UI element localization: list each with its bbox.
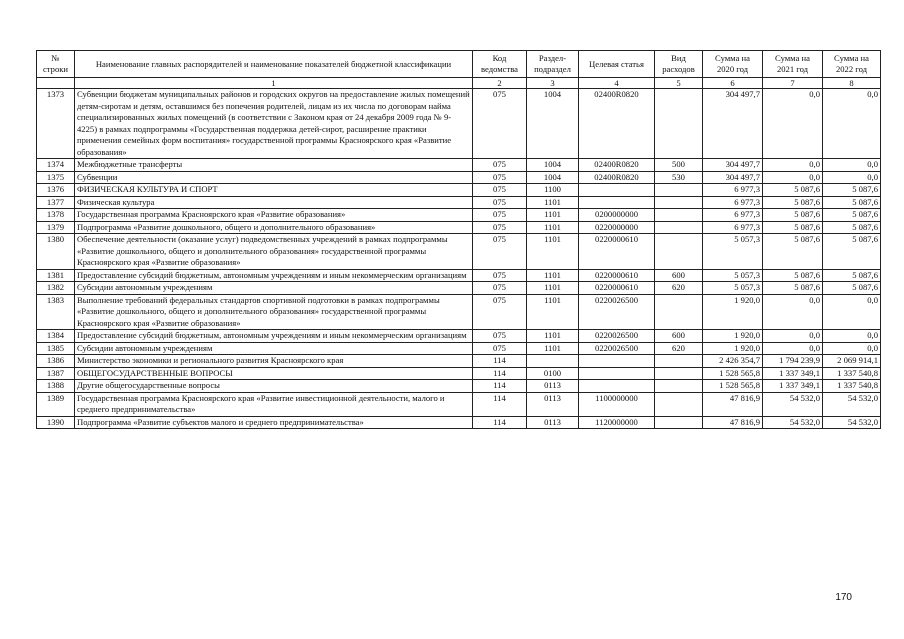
row-sum-2021: 1 337 349,1 <box>763 367 823 380</box>
header-name: Наименование главных распорядителей и наименование показателей бюджетной классификации <box>75 51 473 78</box>
table-row <box>37 416 881 429</box>
row-expense-type <box>655 184 703 197</box>
row-sum-2022: 5 087,6 <box>823 184 881 197</box>
row-sum-2021: 0,0 <box>763 89 823 159</box>
column-number: 8 <box>823 78 881 89</box>
row-dept-code: 075 <box>473 330 527 343</box>
table-row <box>37 196 881 209</box>
table-row <box>37 330 881 343</box>
row-sum-2022: 5 087,6 <box>823 269 881 282</box>
table-row <box>37 269 881 282</box>
row-target-code: 0220000000 <box>579 221 655 234</box>
row-section-code: 1101 <box>527 196 579 209</box>
row-expense-type <box>655 221 703 234</box>
table-row <box>37 159 881 172</box>
row-expense-type <box>655 416 703 429</box>
row-expense-type <box>655 196 703 209</box>
row-section-code: 1004 <box>527 171 579 184</box>
column-number: 5 <box>655 78 703 89</box>
column-number: 2 <box>473 78 527 89</box>
column-number-row <box>37 78 881 89</box>
row-sum-2020: 6 977,3 <box>703 196 763 209</box>
row-sum-2022: 0,0 <box>823 330 881 343</box>
column-number: 4 <box>579 78 655 89</box>
row-target-code: 0200000000 <box>579 209 655 222</box>
header-sum-2022: Сумма на 2022 год <box>823 51 881 78</box>
header-expense-type: Вид расходов <box>655 51 703 78</box>
row-sum-2020: 1 920,0 <box>703 294 763 330</box>
row-sum-2022: 0,0 <box>823 342 881 355</box>
row-section-code: 0100 <box>527 367 579 380</box>
row-section-code: 1101 <box>527 269 579 282</box>
row-expense-type <box>655 367 703 380</box>
row-target-code: 02400R0820 <box>579 171 655 184</box>
row-dept-code: 075 <box>473 234 527 270</box>
row-target-code <box>579 196 655 209</box>
row-section-code: 1101 <box>527 282 579 295</box>
row-number: 1383 <box>37 294 75 330</box>
row-sum-2021: 0,0 <box>763 294 823 330</box>
row-sum-2020: 304 497,7 <box>703 171 763 184</box>
row-expense-type: 600 <box>655 330 703 343</box>
row-dept-code: 075 <box>473 89 527 159</box>
row-dept-code: 075 <box>473 269 527 282</box>
row-number: 1381 <box>37 269 75 282</box>
row-sum-2022: 2 069 914,1 <box>823 355 881 368</box>
row-section-code: 1101 <box>527 330 579 343</box>
row-target-code: 1120000000 <box>579 416 655 429</box>
row-target-code: 0220026500 <box>579 294 655 330</box>
row-sum-2022: 0,0 <box>823 294 881 330</box>
row-sum-2022: 0,0 <box>823 159 881 172</box>
table-row <box>37 392 881 416</box>
row-target-code: 0220000610 <box>579 282 655 295</box>
row-target-code <box>579 367 655 380</box>
row-sum-2022: 5 087,6 <box>823 221 881 234</box>
row-number: 1375 <box>37 171 75 184</box>
row-section-code: 1101 <box>527 342 579 355</box>
row-target-code: 02400R0820 <box>579 159 655 172</box>
row-dept-code: 075 <box>473 159 527 172</box>
row-sum-2020: 5 057,3 <box>703 269 763 282</box>
header-row-no: № строки <box>37 51 75 78</box>
row-number: 1380 <box>37 234 75 270</box>
row-name: Министерство экономики и регионального развития Красноярского края <box>75 355 473 368</box>
row-target-code <box>579 380 655 393</box>
row-number: 1384 <box>37 330 75 343</box>
row-name: ФИЗИЧЕСКАЯ КУЛЬТУРА И СПОРТ <box>75 184 473 197</box>
row-name: Подпрограмма «Развитие субъектов малого и среднего предпринимательства» <box>75 416 473 429</box>
row-sum-2021: 5 087,6 <box>763 209 823 222</box>
row-sum-2021: 0,0 <box>763 159 823 172</box>
row-sum-2020: 6 977,3 <box>703 184 763 197</box>
row-sum-2021: 5 087,6 <box>763 234 823 270</box>
row-dept-code: 075 <box>473 294 527 330</box>
header-target: Целевая статья <box>579 51 655 78</box>
table-body <box>37 89 881 429</box>
table-row <box>37 367 881 380</box>
table-row <box>37 282 881 295</box>
row-dept-code: 114 <box>473 367 527 380</box>
header-sum-2021: Сумма на 2021 год <box>763 51 823 78</box>
row-sum-2021: 5 087,6 <box>763 196 823 209</box>
row-name: Подпрограмма «Развитие дошкольного, общего и дополнительного образования» <box>75 221 473 234</box>
row-sum-2022: 5 087,6 <box>823 282 881 295</box>
row-name: Субвенции бюджетам муниципальных районов и городских округов на предоставление жилых помещений детям-сиротам и детям, оставшимся без попечения родителей, лицам из их числа по договорам найма специализированных жилых помещений (в соответствии с Законом края от 24 декабря 2009 года № 9-4225) в рамках подпрограммы «Государственная поддержка детей-сирот, расширение практики применения семейных форм воспитания» государственной программы Красноярского края «Развитие образования» <box>75 89 473 159</box>
table-row <box>37 294 881 330</box>
row-sum-2022: 54 532,0 <box>823 392 881 416</box>
row-section-code: 1004 <box>527 89 579 159</box>
row-sum-2020: 304 497,7 <box>703 159 763 172</box>
row-sum-2020: 5 057,3 <box>703 282 763 295</box>
row-sum-2020: 5 057,3 <box>703 234 763 270</box>
table-row <box>37 184 881 197</box>
table-row <box>37 380 881 393</box>
row-name: Субвенции <box>75 171 473 184</box>
table-header <box>37 51 881 89</box>
row-name: Другие общегосударственные вопросы <box>75 380 473 393</box>
row-sum-2020: 1 920,0 <box>703 342 763 355</box>
row-dept-code: 114 <box>473 392 527 416</box>
column-number: 1 <box>75 78 473 89</box>
row-number: 1373 <box>37 89 75 159</box>
row-sum-2022: 5 087,6 <box>823 196 881 209</box>
row-section-code: 1100 <box>527 184 579 197</box>
row-sum-2021: 54 532,0 <box>763 416 823 429</box>
column-number: 6 <box>703 78 763 89</box>
row-sum-2020: 1 920,0 <box>703 330 763 343</box>
row-expense-type <box>655 209 703 222</box>
table-row <box>37 221 881 234</box>
row-dept-code: 114 <box>473 380 527 393</box>
table-row <box>37 234 881 270</box>
row-name: Субсидии автономным учреждениям <box>75 282 473 295</box>
row-expense-type <box>655 392 703 416</box>
row-sum-2020: 6 977,3 <box>703 221 763 234</box>
row-sum-2021: 1 794 239,9 <box>763 355 823 368</box>
row-sum-2022: 5 087,6 <box>823 234 881 270</box>
row-name: Предоставление субсидий бюджетным, автономным учреждениям и иным некоммерческим организациям <box>75 330 473 343</box>
row-number: 1387 <box>37 367 75 380</box>
row-number: 1385 <box>37 342 75 355</box>
row-sum-2022: 5 087,6 <box>823 209 881 222</box>
row-dept-code: 075 <box>473 221 527 234</box>
row-number: 1378 <box>37 209 75 222</box>
row-name: Обеспечение деятельности (оказание услуг) подведомственных учреждений в рамках подпрограммы «Развитие дошкольного, общего и дополнительного образования» государственной программы Красноярского края «Развитие образования» <box>75 234 473 270</box>
column-number <box>37 78 75 89</box>
header-section: Раздел- подраздел <box>527 51 579 78</box>
row-sum-2020: 6 977,3 <box>703 209 763 222</box>
column-number: 3 <box>527 78 579 89</box>
row-sum-2021: 5 087,6 <box>763 269 823 282</box>
header-dept: Код ведомства <box>473 51 527 78</box>
column-number: 7 <box>763 78 823 89</box>
row-target-code <box>579 355 655 368</box>
row-sum-2022: 54 532,0 <box>823 416 881 429</box>
row-target-code: 0220026500 <box>579 342 655 355</box>
row-number: 1389 <box>37 392 75 416</box>
row-section-code <box>527 355 579 368</box>
row-target-code: 0220026500 <box>579 330 655 343</box>
row-expense-type <box>655 234 703 270</box>
row-expense-type: 620 <box>655 342 703 355</box>
row-number: 1386 <box>37 355 75 368</box>
row-number: 1376 <box>37 184 75 197</box>
row-expense-type: 500 <box>655 159 703 172</box>
table-row <box>37 89 881 159</box>
row-name: Выполнение требований федеральных стандартов спортивной подготовки в рамках подпрограммы «Развитие дошкольного, общего и дополнительного образования» государственной программы Красноярского края «Развитие образования» <box>75 294 473 330</box>
row-sum-2020: 1 528 565,8 <box>703 367 763 380</box>
table-row <box>37 171 881 184</box>
row-target-code <box>579 184 655 197</box>
row-dept-code: 075 <box>473 342 527 355</box>
row-expense-type <box>655 89 703 159</box>
row-section-code: 1004 <box>527 159 579 172</box>
row-section-code: 0113 <box>527 392 579 416</box>
row-sum-2021: 5 087,6 <box>763 184 823 197</box>
row-dept-code: 075 <box>473 184 527 197</box>
row-number: 1382 <box>37 282 75 295</box>
row-number: 1377 <box>37 196 75 209</box>
row-expense-type: 530 <box>655 171 703 184</box>
row-sum-2021: 54 532,0 <box>763 392 823 416</box>
row-sum-2020: 304 497,7 <box>703 89 763 159</box>
row-section-code: 0113 <box>527 416 579 429</box>
row-dept-code: 075 <box>473 196 527 209</box>
row-dept-code: 075 <box>473 209 527 222</box>
row-sum-2020: 1 528 565,8 <box>703 380 763 393</box>
row-sum-2022: 1 337 540,8 <box>823 380 881 393</box>
page-number: 170 <box>835 592 852 603</box>
budget-table <box>36 50 881 429</box>
row-sum-2020: 2 426 354,7 <box>703 355 763 368</box>
row-expense-type: 600 <box>655 269 703 282</box>
row-sum-2022: 0,0 <box>823 89 881 159</box>
row-sum-2021: 5 087,6 <box>763 221 823 234</box>
row-name: ОБЩЕГОСУДАРСТВЕННЫЕ ВОПРОСЫ <box>75 367 473 380</box>
row-dept-code: 114 <box>473 355 527 368</box>
table-row <box>37 209 881 222</box>
row-section-code: 1101 <box>527 234 579 270</box>
row-sum-2022: 1 337 540,8 <box>823 367 881 380</box>
row-sum-2021: 1 337 349,1 <box>763 380 823 393</box>
row-name: Государственная программа Красноярского края «Развитие инвестиционной деятельности, малого и среднего предпринимательства» <box>75 392 473 416</box>
row-name: Предоставление субсидий бюджетным, автономным учреждениям и иным некоммерческим организациям <box>75 269 473 282</box>
row-target-code: 1100000000 <box>579 392 655 416</box>
row-sum-2020: 47 816,9 <box>703 392 763 416</box>
row-number: 1390 <box>37 416 75 429</box>
row-sum-2022: 0,0 <box>823 171 881 184</box>
row-sum-2021: 0,0 <box>763 171 823 184</box>
row-target-code: 0220000610 <box>579 269 655 282</box>
row-name: Государственная программа Красноярского края «Развитие образования» <box>75 209 473 222</box>
header-sum-2020: Сумма на 2020 год <box>703 51 763 78</box>
row-name: Субсидии автономным учреждениям <box>75 342 473 355</box>
row-target-code: 0220000610 <box>579 234 655 270</box>
row-expense-type <box>655 380 703 393</box>
row-expense-type <box>655 294 703 330</box>
row-section-code: 1101 <box>527 294 579 330</box>
row-dept-code: 075 <box>473 171 527 184</box>
row-expense-type <box>655 355 703 368</box>
table-row <box>37 342 881 355</box>
row-section-code: 1101 <box>527 209 579 222</box>
row-section-code: 1101 <box>527 221 579 234</box>
row-section-code: 0113 <box>527 380 579 393</box>
row-sum-2021: 5 087,6 <box>763 282 823 295</box>
row-sum-2020: 47 816,9 <box>703 416 763 429</box>
row-name: Межбюджетные трансферты <box>75 159 473 172</box>
row-dept-code: 075 <box>473 282 527 295</box>
row-expense-type: 620 <box>655 282 703 295</box>
row-sum-2021: 0,0 <box>763 330 823 343</box>
row-dept-code: 114 <box>473 416 527 429</box>
table-row <box>37 355 881 368</box>
row-number: 1388 <box>37 380 75 393</box>
row-target-code: 02400R0820 <box>579 89 655 159</box>
row-number: 1379 <box>37 221 75 234</box>
row-number: 1374 <box>37 159 75 172</box>
row-sum-2021: 0,0 <box>763 342 823 355</box>
row-name: Физическая культура <box>75 196 473 209</box>
